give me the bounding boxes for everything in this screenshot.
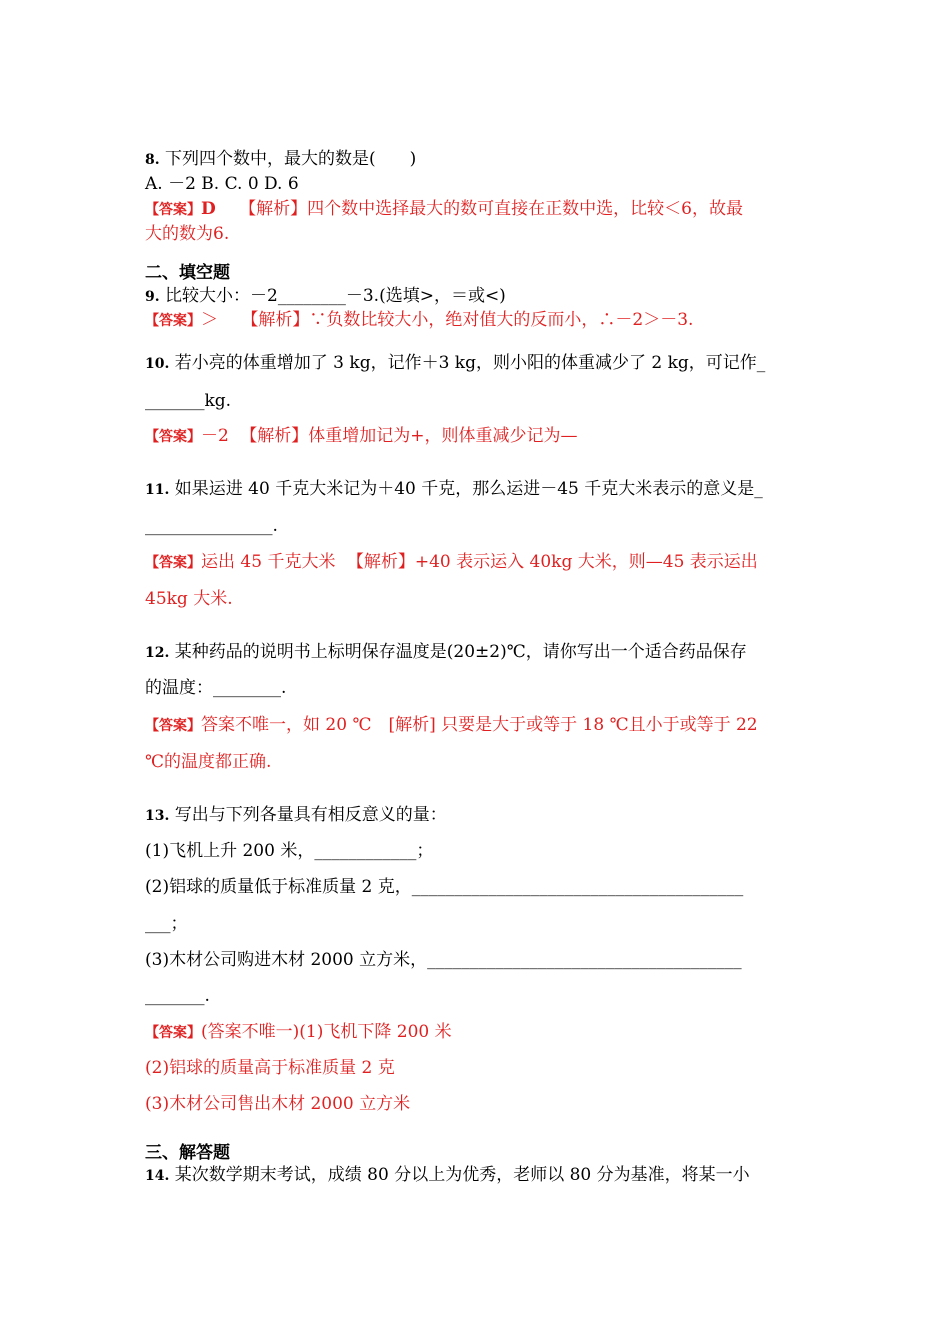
question-number: 9.	[145, 289, 160, 305]
answer-text: 答案不唯一，如 20 ℃ [解析] 只要是大于或等于 18 ℃且小于或等于 22	[201, 715, 758, 735]
analysis-tag: 【解析】	[240, 426, 309, 446]
question-13-item-1: (1)飞机上升 200 米，____________；	[145, 841, 434, 861]
question-text: 比较大小：－2________－3.(选填>，＝或<)	[165, 286, 506, 306]
question-9	[145, 285, 506, 308]
analysis-text: +40 表示运入 40kg 大米，则—45 表示运出	[414, 552, 758, 572]
question-number: 11.	[145, 482, 170, 498]
question-10-cont: _______kg.	[145, 391, 232, 411]
question-number: 13.	[145, 808, 170, 824]
answer-value: 运出 45 千克大米	[201, 552, 336, 572]
question-8-answer	[145, 198, 743, 221]
analysis-text: 体重增加记为+，则体重减少记为—	[308, 426, 578, 446]
question-11-cont: _______________.	[145, 516, 278, 536]
answer-value: D	[201, 199, 216, 219]
answer-tag: 【答案】	[145, 718, 201, 734]
question-number: 12.	[145, 645, 170, 661]
question-11-answer	[145, 551, 758, 574]
question-text: 若小亮的体重增加了 3 kg，记作＋3 kg，则小阳的体重减少了 2 kg，可记作_	[174, 353, 766, 373]
question-13-item-3-cont: _______.	[145, 986, 210, 1006]
question-10	[145, 352, 765, 375]
question-13-item-2-cont: ___；	[145, 914, 188, 934]
answer-tag: 【答案】	[145, 313, 201, 329]
question-number: 14.	[145, 1168, 170, 1184]
question-number: 10.	[145, 356, 170, 372]
question-14	[145, 1164, 750, 1187]
answer-tag: 【答案】	[145, 555, 201, 571]
question-text: 某次数学期末考试，成绩 80 分以上为优秀，老师以 80 分为基准，将某一小	[174, 1165, 750, 1185]
question-text: 如果运进 40 千克大米记为＋40 千克，那么运进－45 千克大米表示的意义是_	[174, 479, 763, 499]
question-10-answer	[145, 425, 577, 448]
question-9-answer	[145, 309, 693, 332]
analysis-text: 四个数中选择最大的数可直接在正数中选，比较＜6，故最	[307, 199, 743, 219]
answer-tag: 【答案】	[145, 1025, 201, 1041]
question-13-item-2: (2)铝球的质量低于标准质量 2 克，_______________________________________	[145, 877, 744, 897]
question-12-answer-cont: ℃的温度都正确.	[145, 752, 272, 772]
question-12-answer	[145, 714, 758, 737]
section-heading-solve: 三、解答题	[145, 1143, 230, 1163]
question-13-answer	[145, 1021, 452, 1044]
question-12-cont: 的温度：________.	[145, 678, 287, 698]
answer-tag: 【答案】	[145, 429, 201, 445]
question-8-options: A. －2 B. C. 0 D. 6	[145, 174, 299, 194]
question-13-item-3: (3)木材公司购进木材 2000 立方米，_____________________________________	[145, 950, 742, 970]
question-11-analysis-cont: 45kg 大米.	[145, 589, 233, 609]
question-13-answer-3: (3)木材公司售出木材 2000 立方米	[145, 1094, 411, 1114]
question-13	[145, 804, 447, 827]
analysis-text: ∵负数比较大小，绝对值大的反而小，∴－2＞－3.	[309, 310, 694, 330]
answer-value: ＞	[201, 310, 218, 330]
question-8	[145, 148, 416, 171]
question-12	[145, 641, 747, 664]
answer-tag: 【答案】	[145, 202, 201, 218]
question-11	[145, 478, 763, 501]
answer-text: (答案不唯一)(1)飞机下降 200 米	[201, 1022, 452, 1042]
question-text: 写出与下列各量具有相反意义的量：	[174, 805, 447, 825]
answer-value: －2	[201, 426, 229, 446]
analysis-tag: 【解析】	[346, 552, 415, 572]
question-text: 某种药品的说明书上标明保存温度是(20±2)℃，请你写出一个适合药品保存	[174, 642, 747, 662]
section-heading-fill-blank: 二、填空题	[145, 263, 230, 283]
question-number: 8.	[145, 152, 160, 168]
question-13-answer-2: (2)铝球的质量高于标准质量 2 克	[145, 1058, 395, 1078]
question-text: 下列四个数中，最大的数是( )	[165, 149, 417, 169]
analysis-tag: 【解析】	[239, 199, 308, 219]
question-8-analysis-cont: 大的数为6.	[145, 224, 230, 244]
analysis-tag: 【解析】	[241, 310, 310, 330]
